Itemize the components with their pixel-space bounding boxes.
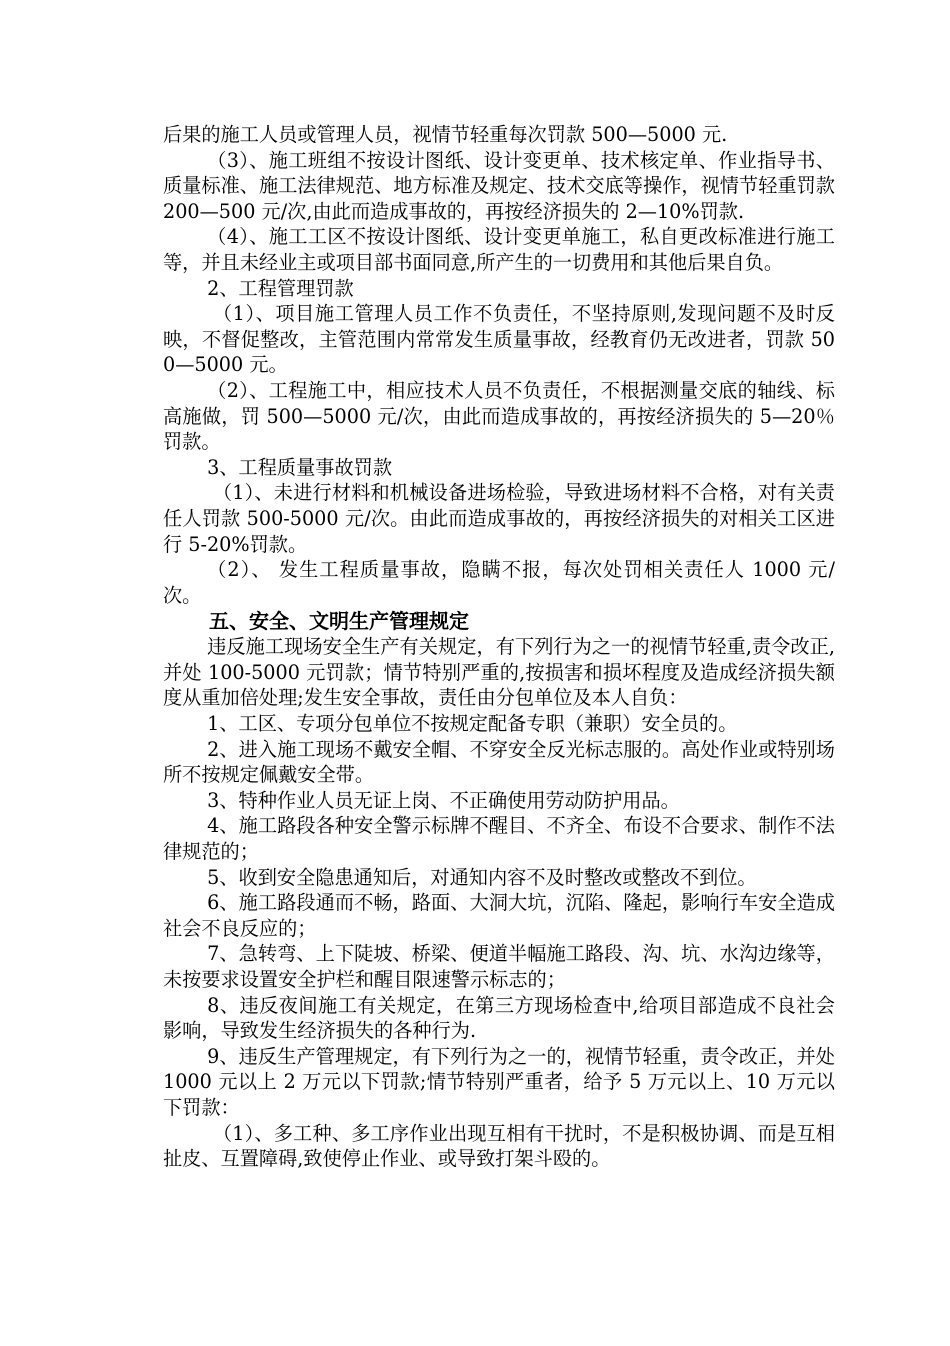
paragraph-quality-item-1: （1）、未进行材料和机械设备进场检验，导致进场材料不合格，对有关责任人罚款 500-5000 元/次。由此而造成事故的，再按经济损失的对相关工区进行 5-20%罚款。 <box>163 481 835 556</box>
paragraph-safety-item-4: 4、施工路段各种安全警示标牌不醒目、不齐全、布设不合要求、制作不法律规范的； <box>163 814 835 864</box>
subheading-quality-accident-fines: 3、工程质量事故罚款 <box>207 455 393 479</box>
paragraph-safety-item-7: 7、急转弯、上下陡坡、桥梁、便道半幅施工路段、沟、坑、水沟边缘等，未按要求设置安全护栏和醒目限速警示标志的； <box>163 942 835 991</box>
paragraph-safety-item-9: 9、违反生产管理规定，有下列行为之一的，视情节轻重，责令改正，并处 1000 元以上 2 万元以下罚款;情节特别严重者，给予 5 万元以上、10 万元以下罚款： <box>163 1044 835 1119</box>
paragraph-safety-intro: 违反施工现场安全生产有关规定，有下列行为之一的视情节轻重,责令改正,并处 100-5000 元罚款；情节特别严重的,按损害和损坏程度及造成经济损失额度从重加倍处理;发生安全事故，责任由分包单位及本人自负： <box>163 635 835 710</box>
paragraph-management-item-1: （1）、项目施工管理人员工作不负责任，不坚持原则,发现问题不及时反映，不督促整改，主管范围内常常发生质量事故，经教育仍无改进者，罚款 500—5000 元。 <box>163 302 835 377</box>
paragraph-penalty-continuation: 后果的施工人员或管理人员，视情节轻重每次罚款 500—5000 元. <box>163 123 728 146</box>
paragraph-safety-item-3: 3、特种作业人员无证上岗、不正确使用劳动防护用品。 <box>207 788 680 812</box>
paragraph-safety-item-2: 2、进入施工现场不戴安全帽、不穿安全反光标志服的。高处作业或特别场所不按规定佩戴安全带。 <box>163 737 835 787</box>
section-heading-safety: 五、安全、文明生产管理规定 <box>209 609 469 634</box>
paragraph-safety-item-8: 8、违反夜间施工有关规定，在第三方现场检查中,给项目部造成不良社会影响，导致发生经济损失的各种行为. <box>163 993 835 1043</box>
paragraph-safety-item-6: 6、施工路段通而不畅，路面、大洞大坑，沉陷、隆起，影响行车安全造成社会不良反应的； <box>163 891 835 940</box>
paragraph-safety-item-9-sub-1: （1）、多工种、多工序作业出现互相有干扰时，不是积极协调、而是互相扯皮、互置障碍,致使停止作业、或导致打架斗殴的。 <box>163 1121 835 1171</box>
paragraph-quality-item-2: （2）、 发生工程质量事故，隐瞒不报，每次处罚相关责任人 1000 元/次。 <box>163 558 835 607</box>
paragraph-safety-item-1: 1、工区、专项分包单位不按规定配备专职（兼职）安全员的。 <box>207 712 738 736</box>
paragraph-item-3-construction-team: （3）、施工班组不按设计图纸、设计变更单、技术核定单、作业指导书、质量标准、施工法律规范、地方标准及规定、技术交底等操作，视情节轻重罚款 200—500 元/次,由此而造成事故的，再按经济损失的 2—10%罚款. <box>163 148 835 223</box>
paragraph-management-item-2: （2）、工程施工中，相应技术人员不负责任，不根据测量交底的轴线、标高施做，罚 500—5000 元/次，由此而造成事故的，再按经济损失的 5—20％罚款。 <box>163 378 835 454</box>
paragraph-item-4-work-zone: （4）、施工工区不按设计图纸、设计变更单施工，私自更改标准进行施工等，并且未经业主或项目部书面同意,所产生的一切费用和其他后果自负。 <box>163 225 835 274</box>
paragraph-safety-item-5: 5、收到安全隐患通知后，对通知内容不及时整改或整改不到位。 <box>207 865 757 889</box>
subheading-engineering-management-fines: 2、工程管理罚款 <box>207 276 354 300</box>
document-page <box>163 122 835 1172</box>
